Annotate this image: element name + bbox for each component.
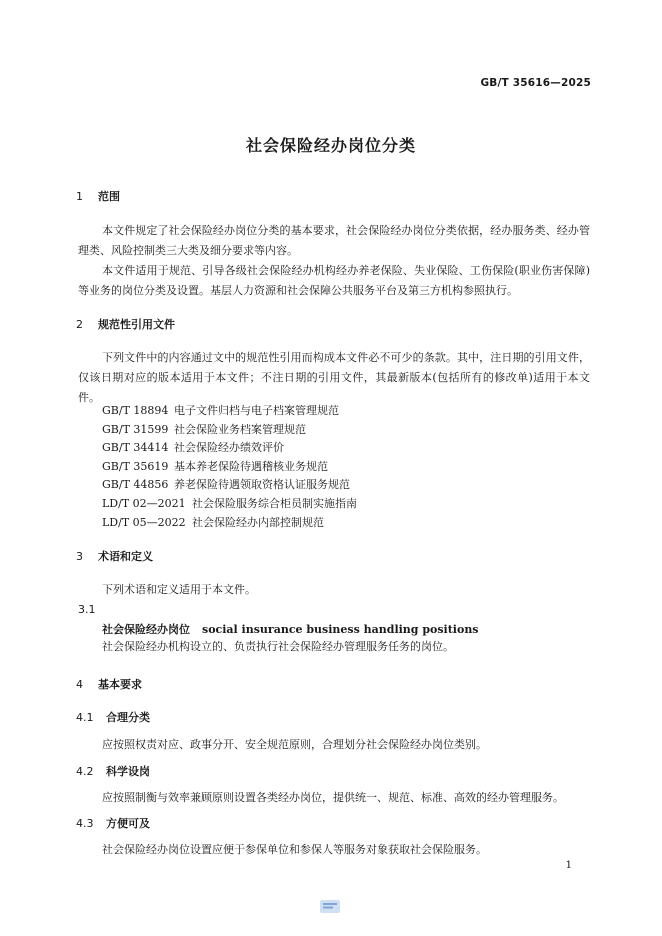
page-number: 1 — [565, 860, 572, 871]
list-item — [102, 402, 357, 421]
subsection-title: 科学设岗 — [106, 765, 150, 778]
reference-code: GB/T 18894 — [102, 404, 169, 417]
section-title: 范围 — [98, 190, 120, 203]
list-item — [102, 458, 357, 477]
subsection-heading-4-3 — [76, 815, 150, 831]
term-number: 3.1 — [78, 603, 96, 616]
list-item — [102, 421, 357, 440]
list-item — [102, 495, 357, 514]
scope-paragraph-1: 本文件规定了社会保险经办岗位分类的基本要求，社会保险经办岗位分类依据，经办服务类、经办管理类、风险控制类三大类及细分要求等内容。 — [78, 224, 590, 257]
reference-name: 社会保险经办内部控制规范 — [192, 515, 324, 529]
document-title: 社会保险经办岗位分类 — [245, 136, 416, 155]
subsection-heading-4-1 — [76, 709, 150, 725]
section-heading-basic-requirements — [76, 676, 142, 692]
term-definition: 社会保险经办机构设立的、负责执行社会保险经办管理服务任务的岗位。 — [102, 640, 454, 653]
references-paragraph: 下列文件中的内容通过文中的规范性引用而构成本文件必不可少的条款。其中，注日期的引用文件，仅该日期对应的版本适用于本文件；不注日期的引用文件，其最新版本(包括所有的修改单)适用于本文件。 — [78, 351, 590, 404]
reference-code: LD/T 05—2022 — [102, 515, 186, 529]
subsection-number: 4.1 — [76, 711, 94, 724]
standard-code: GB/T 35616—2025 — [480, 77, 591, 89]
term-entry — [102, 621, 479, 637]
term-english: social insurance business handling positions — [202, 623, 479, 636]
reference-code: GB/T 34414 — [102, 441, 169, 455]
list-item — [102, 439, 357, 458]
subsection-paragraph: 应按照权责对应、政事分开、安全规范原则，合理划分社会保险经办岗位类别。 — [102, 738, 487, 751]
section-heading-normative-references — [76, 316, 175, 332]
reference-name: 社会保险业务档案管理规范 — [174, 422, 306, 436]
subsection-title: 方便可及 — [106, 817, 150, 830]
publisher-logo-icon — [320, 900, 340, 913]
reference-name: 养老保险待遇领取资格认证服务规范 — [174, 478, 350, 492]
section-heading-scope — [76, 188, 120, 204]
subsection-heading-4-2 — [76, 763, 150, 779]
subsection-number: 4.2 — [76, 765, 94, 778]
section-heading-terms — [76, 548, 153, 564]
term-chinese: 社会保险经办岗位 — [102, 623, 190, 636]
terms-paragraph: 下列术语和定义适用于本文件。 — [102, 583, 256, 596]
subsection-title: 合理分类 — [106, 711, 150, 724]
list-item — [102, 514, 357, 533]
section-title: 规范性引用文件 — [98, 318, 175, 331]
section-number: 4 — [76, 678, 83, 691]
subsection-paragraph: 社会保险经办岗位设置应便于参保单位和参保人等服务对象获取社会保险服务。 — [102, 843, 487, 856]
reference-name: 社会保险经办绩效评价 — [174, 441, 284, 455]
reference-name: 基本养老保险待遇稽核业务规范 — [174, 459, 328, 473]
subsection-number: 4.3 — [76, 817, 94, 830]
scope-paragraph-2: 本文件适用于规范、引导各级社会保险经办机构经办养老保险、失业保险、工伤保险(职业伤害保障)等业务的岗位分类及设置。基层人力资源和社会保障公共服务平台及第三方机构参照执行。 — [78, 264, 590, 297]
reference-code: GB/T 35619 — [102, 459, 169, 473]
section-title: 基本要求 — [98, 678, 142, 691]
section-number: 2 — [76, 318, 83, 331]
section-title: 术语和定义 — [98, 550, 153, 563]
list-item — [102, 476, 357, 495]
section-number: 3 — [76, 550, 83, 563]
reference-code: GB/T 44856 — [102, 478, 169, 492]
subsection-paragraph: 应按照制衡与效率兼顾原则设置各类经办岗位，提供统一、规范、标准、高效的经办管理服务。 — [102, 791, 564, 804]
reference-code: GB/T 31599 — [102, 422, 169, 436]
section-number: 1 — [76, 190, 83, 203]
reference-list — [102, 402, 357, 532]
reference-code: LD/T 02—2021 — [102, 496, 186, 510]
reference-name: 社会保险服务综合柜员制实施指南 — [192, 496, 357, 510]
reference-name: 电子文件归档与电子档案管理规范 — [174, 404, 339, 417]
